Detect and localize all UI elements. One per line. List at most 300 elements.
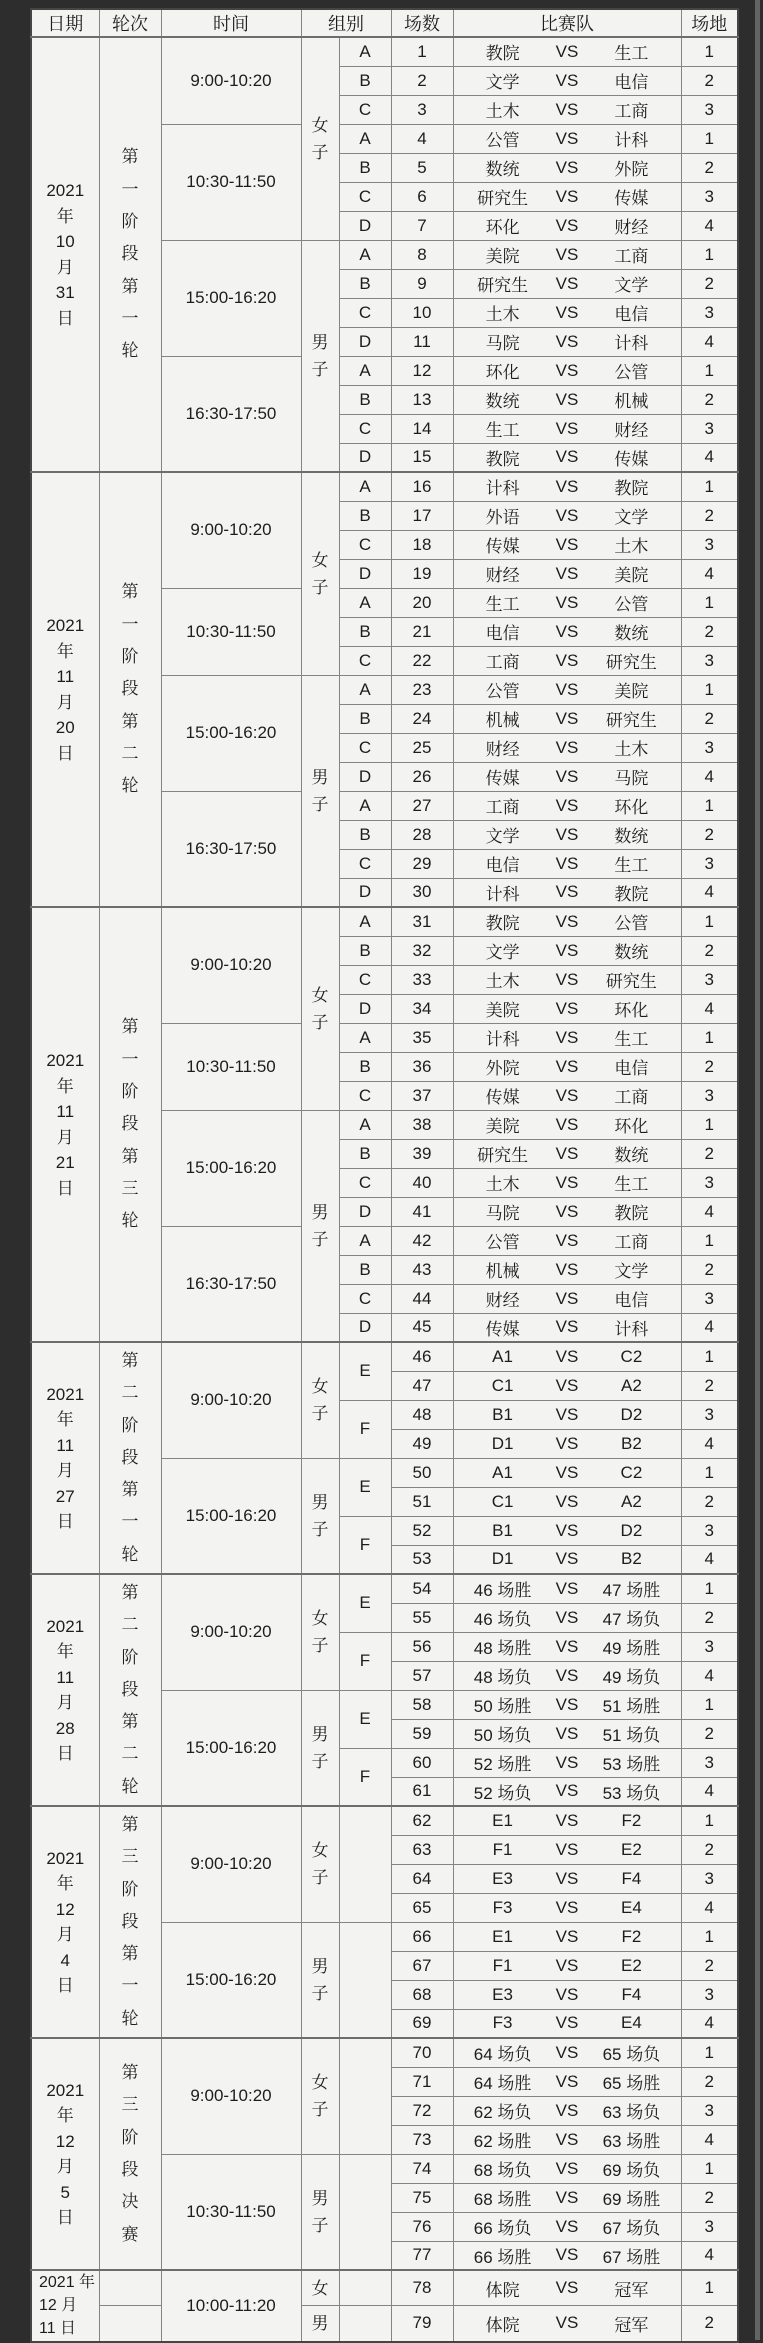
teams-cell <box>453 443 681 472</box>
subgroup-cell: C <box>339 965 391 994</box>
vs-label: VS <box>555 331 579 351</box>
match-teams <box>454 1083 681 1108</box>
away-team: 生工 <box>614 1030 649 1049</box>
away-team: 电信 <box>614 305 649 324</box>
subgroup-cell: E <box>339 1342 391 1400</box>
match-no-cell: 53 <box>391 1545 453 1574</box>
home-team: 计科 <box>485 479 520 499</box>
teams-cell <box>453 1371 681 1400</box>
subgroup-cell: A <box>339 124 391 153</box>
home-team: 66 场负 <box>473 2219 532 2238</box>
away-team: 马院 <box>614 769 649 788</box>
match-teams <box>454 2127 681 2152</box>
match-no-cell: 61 <box>391 1777 453 1806</box>
match-no-cell: 4 <box>391 124 453 153</box>
away-team: 电信 <box>614 1059 649 1078</box>
teams-cell <box>453 2154 681 2183</box>
teams-cell <box>453 1893 681 1922</box>
round-label: 第三阶段决赛 <box>121 2063 139 2244</box>
home-team: E3 <box>492 1984 513 2004</box>
home-team: 52 场负 <box>473 1783 532 1803</box>
away-team: 土木 <box>614 740 649 759</box>
teams-cell <box>453 1864 681 1893</box>
vs-label: VS <box>555 1085 579 1105</box>
subgroup-cell: F <box>339 1400 391 1458</box>
teams-cell <box>453 182 681 211</box>
match-teams <box>454 39 681 64</box>
match-no-cell: 57 <box>391 1661 453 1690</box>
time-cell <box>161 1574 301 1690</box>
away-team: 49 场胜 <box>602 1639 661 1658</box>
venue-cell: 2 <box>681 820 738 849</box>
teams-cell <box>453 95 681 124</box>
vs-label: VS <box>555 1404 579 1424</box>
venue-cell: 4 <box>681 1893 738 1922</box>
home-team: 工商 <box>485 653 520 672</box>
time-label: 16:30-17:50 <box>185 838 277 858</box>
date-line: 2021 <box>46 616 85 635</box>
vs-label: VS <box>555 1230 579 1250</box>
match-teams <box>454 1286 681 1311</box>
home-team: A1 <box>492 1346 513 1366</box>
vs-label: VS <box>555 186 579 206</box>
home-team: 计科 <box>485 1030 520 1049</box>
sex-group-cell <box>301 907 339 1110</box>
match-teams <box>454 1869 681 1889</box>
away-team: 机械 <box>614 392 649 411</box>
venue-cell: 2 <box>681 1951 738 1980</box>
date-cell <box>31 1342 99 1574</box>
date-line: 4 <box>60 1950 70 1970</box>
subgroup-cell: B <box>339 1255 391 1284</box>
away-team: 美院 <box>614 566 649 585</box>
table-row <box>31 1806 738 1835</box>
time-label: 16:30-17:50 <box>185 403 277 423</box>
away-team: 公管 <box>614 595 649 614</box>
home-team: 文学 <box>485 827 520 846</box>
time-cell <box>161 791 301 907</box>
vs-label: VS <box>555 1462 579 1482</box>
venue-cell: 4 <box>681 211 738 240</box>
venue-cell: 2 <box>681 501 738 530</box>
away-team: 研究生 <box>605 711 657 730</box>
match-teams <box>454 1492 681 1512</box>
subgroup-cell: A <box>339 1110 391 1139</box>
match-no-cell: 31 <box>391 907 453 936</box>
home-team: F1 <box>492 1955 513 1975</box>
match-teams <box>454 416 681 441</box>
match-teams <box>454 1025 681 1050</box>
home-team: 传媒 <box>485 1319 520 1339</box>
away-team: A2 <box>621 1491 642 1511</box>
match-teams <box>454 677 681 702</box>
teams-cell <box>453 849 681 878</box>
match-no-cell: 38 <box>391 1110 453 1139</box>
match-teams <box>454 1315 681 1340</box>
home-team: 48 场负 <box>473 1668 532 1687</box>
match-teams <box>454 851 681 876</box>
sex-group-cell <box>301 2154 339 2270</box>
away-team: A2 <box>621 1375 642 1395</box>
venue-cell: 3 <box>681 182 738 211</box>
away-team: 财经 <box>614 421 649 440</box>
match-no-cell: 40 <box>391 1168 453 1197</box>
teams-cell <box>453 530 681 559</box>
match-no-cell: 16 <box>391 472 453 501</box>
match-teams <box>454 1605 681 1630</box>
date-line: 11 <box>56 667 75 686</box>
vs-label: VS <box>555 1056 579 1076</box>
match-no-cell: 76 <box>391 2212 453 2241</box>
subgroup-cell: A <box>339 356 391 385</box>
venue-cell: 4 <box>681 1313 738 1342</box>
match-teams <box>454 2214 681 2239</box>
vs-label: VS <box>555 2071 579 2091</box>
venue-cell: 1 <box>681 2038 738 2067</box>
teams-cell <box>453 2183 681 2212</box>
home-team: 土木 <box>485 102 520 121</box>
away-team: 生工 <box>614 1175 649 1194</box>
date-line: 日 <box>56 743 74 763</box>
time-cell <box>161 124 301 240</box>
vs-label: VS <box>555 853 579 873</box>
match-no-cell: 37 <box>391 1081 453 1110</box>
sex-group-label: 女子 <box>311 550 329 597</box>
subgroup-cell: C <box>339 733 391 762</box>
match-teams <box>454 1898 681 1918</box>
photo-edge-strip <box>755 0 760 2340</box>
venue-cell: 2 <box>681 385 738 414</box>
home-team: 体院 <box>485 2280 520 2300</box>
time-cell <box>161 472 301 588</box>
time-cell <box>161 2270 301 2342</box>
home-team: 传媒 <box>485 769 520 788</box>
match-teams <box>454 1985 681 2005</box>
teams-cell <box>453 2241 681 2270</box>
table-row <box>31 1342 738 1371</box>
match-teams <box>454 1549 681 1569</box>
col-header-date: 日期 <box>31 9 99 37</box>
venue-cell: 2 <box>681 704 738 733</box>
venue-cell: 3 <box>681 1980 738 2009</box>
teams-cell <box>453 1545 681 1574</box>
sex-group-cell <box>301 1574 339 1690</box>
match-teams <box>454 2276 681 2301</box>
venue-cell: 1 <box>681 1110 738 1139</box>
away-team: 文学 <box>614 1262 649 1281</box>
sex-group-label: 女子 <box>311 985 329 1032</box>
time-cell <box>161 2154 301 2270</box>
vs-label: VS <box>555 534 579 554</box>
vs-label: VS <box>555 679 579 699</box>
venue-cell: 3 <box>681 2096 738 2125</box>
time-cell <box>161 356 301 472</box>
match-teams <box>454 2069 681 2094</box>
home-team: 工商 <box>485 798 520 817</box>
table-row <box>31 2270 738 2306</box>
vs-label: VS <box>555 2245 579 2265</box>
away-team: 47 场负 <box>602 1610 661 1629</box>
match-teams <box>454 1521 681 1541</box>
venue-cell: 4 <box>681 1661 738 1690</box>
home-team: 66 场胜 <box>473 2247 532 2267</box>
away-team: 49 场负 <box>602 1668 661 1687</box>
away-team: 51 场负 <box>602 1726 661 1745</box>
vs-label: VS <box>555 1520 579 1540</box>
away-team: 69 场胜 <box>602 2190 661 2209</box>
match-teams <box>454 1750 681 1775</box>
teams-cell <box>453 1139 681 1168</box>
home-team: 环化 <box>485 218 520 237</box>
match-no-cell: 58 <box>391 1690 453 1719</box>
venue-cell: 2 <box>681 2067 738 2096</box>
away-team: F2 <box>621 1926 642 1946</box>
venue-cell: 1 <box>681 37 738 66</box>
home-team: 马院 <box>485 1204 520 1223</box>
teams-cell <box>453 1400 681 1429</box>
vs-label: VS <box>555 1259 579 1279</box>
away-team: 65 场负 <box>602 2045 661 2065</box>
home-team: 马院 <box>485 334 520 353</box>
vs-label: VS <box>555 1752 579 1772</box>
teams-cell <box>453 1342 681 1371</box>
match-teams <box>454 735 681 760</box>
venue-cell: 1 <box>681 240 738 269</box>
away-team: 教院 <box>614 884 649 904</box>
match-no-cell: 66 <box>391 1922 453 1951</box>
away-team: 文学 <box>614 276 649 295</box>
vs-label: VS <box>555 2278 579 2298</box>
home-team: 机械 <box>485 1262 520 1281</box>
match-no-cell: 65 <box>391 1893 453 1922</box>
match-no-cell: 26 <box>391 762 453 791</box>
vs-label: VS <box>555 592 579 612</box>
away-team: 生工 <box>614 856 649 875</box>
sex-group-cell <box>301 1806 339 1922</box>
venue-cell: 1 <box>681 1342 738 1371</box>
round-label: 第三阶段第一轮 <box>121 1814 139 2028</box>
sex-group-label: 女 <box>311 2278 329 2298</box>
match-teams <box>454 1840 681 1860</box>
away-team: 计科 <box>614 131 649 150</box>
match-teams <box>454 909 681 934</box>
match-no-cell: 64 <box>391 1864 453 1893</box>
subgroup-cell <box>339 2038 391 2154</box>
date-line: 日 <box>56 1744 74 1763</box>
subgroup-cell: B <box>339 269 391 298</box>
teams-cell <box>453 327 681 356</box>
subgroup-cell: C <box>339 95 391 124</box>
time-cell <box>161 240 301 356</box>
vs-label: VS <box>555 389 579 409</box>
time-label: 9:00-10:20 <box>190 1390 272 1410</box>
vs-label: VS <box>555 1926 579 1946</box>
teams-cell <box>453 878 681 907</box>
venue-cell: 2 <box>681 936 738 965</box>
match-teams <box>454 1692 681 1717</box>
vs-label: VS <box>555 1839 579 1859</box>
time-cell <box>161 907 301 1023</box>
match-teams <box>454 1112 681 1137</box>
home-team: 教院 <box>485 449 520 469</box>
home-team: 土木 <box>485 972 520 991</box>
subgroup-cell <box>339 2270 391 2306</box>
home-team: 52 场胜 <box>473 1755 532 1774</box>
teams-cell <box>453 1197 681 1226</box>
teams-cell <box>453 1168 681 1197</box>
away-team: 工商 <box>614 247 649 266</box>
subgroup-cell: A <box>339 907 391 936</box>
match-no-cell: 8 <box>391 240 453 269</box>
home-team: 50 场负 <box>473 1726 532 1745</box>
vs-label: VS <box>555 737 579 757</box>
teams-cell <box>453 994 681 1023</box>
venue-cell: 1 <box>681 472 738 501</box>
match-teams <box>454 2185 681 2210</box>
home-team: 生工 <box>485 421 520 440</box>
venue-cell: 2 <box>681 153 738 182</box>
date-line: 2021 <box>46 1384 85 1404</box>
vs-label: VS <box>555 1781 579 1801</box>
subgroup-cell: C <box>339 1168 391 1197</box>
home-team: 计科 <box>485 884 520 904</box>
match-teams <box>454 967 681 992</box>
subgroup-cell: E <box>339 1690 391 1748</box>
sex-group-label: 女子 <box>311 115 329 162</box>
match-teams <box>454 793 681 818</box>
sex-group-cell <box>301 675 339 907</box>
home-team: 教院 <box>485 914 520 934</box>
match-no-cell: 77 <box>391 2241 453 2270</box>
time-cell <box>161 1342 301 1458</box>
match-no-cell: 46 <box>391 1342 453 1371</box>
subgroup-cell: D <box>339 559 391 588</box>
date-line: 12 <box>55 2131 75 2151</box>
teams-cell <box>453 1574 681 1603</box>
vs-label: VS <box>555 1665 579 1685</box>
time-cell <box>161 37 301 124</box>
away-team: F4 <box>621 1868 642 1888</box>
home-team: 62 场负 <box>473 2103 532 2122</box>
vs-label: VS <box>555 795 579 815</box>
vs-label: VS <box>555 969 579 989</box>
away-team: 环化 <box>614 1001 649 1020</box>
home-team: 美院 <box>485 1001 520 1020</box>
subgroup-cell: A <box>339 240 391 269</box>
match-no-cell: 13 <box>391 385 453 414</box>
match-teams <box>454 1811 681 1831</box>
home-team: 48 场胜 <box>473 1639 532 1658</box>
round-label: 第一阶段第一轮 <box>121 147 139 361</box>
match-no-cell: 71 <box>391 2067 453 2096</box>
match-teams <box>454 1721 681 1746</box>
date-line: 11 <box>56 1102 75 1121</box>
venue-cell: 4 <box>681 878 738 907</box>
teams-cell <box>453 1081 681 1110</box>
time-label: 10:30-11:50 <box>186 2201 276 2221</box>
round-cell <box>99 907 161 1342</box>
match-teams <box>454 358 681 383</box>
round-label: 第二阶段第二轮 <box>121 1582 139 1796</box>
sex-group-cell <box>301 1922 339 2038</box>
round-cell <box>99 1342 161 1574</box>
teams-cell <box>453 1284 681 1313</box>
away-team: 计科 <box>614 334 649 353</box>
sex-group-label: 男子 <box>311 767 329 814</box>
home-team: 财经 <box>485 1291 520 1310</box>
match-teams <box>454 242 681 267</box>
venue-cell: 1 <box>681 1458 738 1487</box>
vs-label: VS <box>555 1288 579 1308</box>
home-team: 土木 <box>485 1175 520 1194</box>
venue-cell: 1 <box>681 1226 738 1255</box>
away-team: 电信 <box>614 73 649 92</box>
vs-label: VS <box>555 128 579 148</box>
venue-cell: 4 <box>681 327 738 356</box>
venue-cell: 1 <box>681 356 738 385</box>
teams-cell <box>453 1835 681 1864</box>
subgroup-cell: D <box>339 878 391 907</box>
match-teams <box>454 329 681 354</box>
away-team: 数统 <box>614 943 649 962</box>
subgroup-cell: C <box>339 414 391 443</box>
vs-label: VS <box>555 1955 579 1975</box>
date-line: 2021 年 <box>39 2274 96 2291</box>
match-teams <box>454 590 681 615</box>
teams-cell <box>453 820 681 849</box>
date-line: 月 <box>56 1461 74 1480</box>
schedule-body <box>31 37 738 2342</box>
sex-group-cell <box>301 1690 339 1806</box>
match-no-cell: 22 <box>391 646 453 675</box>
table-row <box>31 472 738 501</box>
teams-cell <box>453 37 681 66</box>
away-team: 电信 <box>614 1291 649 1310</box>
venue-cell: 4 <box>681 994 738 1023</box>
date-line: 2021 <box>46 1848 85 1868</box>
vs-label: VS <box>555 418 579 438</box>
venue-cell: 2 <box>681 1139 738 1168</box>
away-team: 公管 <box>614 914 649 934</box>
match-no-cell: 43 <box>391 1255 453 1284</box>
sex-group-cell <box>301 472 339 675</box>
match-teams <box>454 706 681 731</box>
home-team: 64 场胜 <box>473 2074 532 2093</box>
subgroup-cell: C <box>339 298 391 327</box>
match-no-cell: 9 <box>391 269 453 298</box>
vs-label: VS <box>555 273 579 293</box>
match-teams <box>454 764 681 789</box>
match-no-cell: 14 <box>391 414 453 443</box>
match-no-cell: 12 <box>391 356 453 385</box>
date-line: 12 月 <box>39 2297 78 2315</box>
sex-group-label: 男子 <box>311 1202 329 1249</box>
match-teams <box>454 2040 681 2065</box>
match-teams <box>454 2243 681 2268</box>
match-no-cell: 67 <box>391 1951 453 1980</box>
subgroup-cell: C <box>339 182 391 211</box>
home-team: 公管 <box>485 682 520 701</box>
match-no-cell: 7 <box>391 211 453 240</box>
match-no-cell: 60 <box>391 1748 453 1777</box>
date-line: 11 <box>56 1667 75 1687</box>
match-no-cell: 30 <box>391 878 453 907</box>
venue-cell: 2 <box>681 66 738 95</box>
home-team: D1 <box>491 1433 514 1453</box>
date-line: 27 <box>55 1486 75 1506</box>
match-teams <box>454 184 681 209</box>
venue-cell: 1 <box>681 1922 738 1951</box>
